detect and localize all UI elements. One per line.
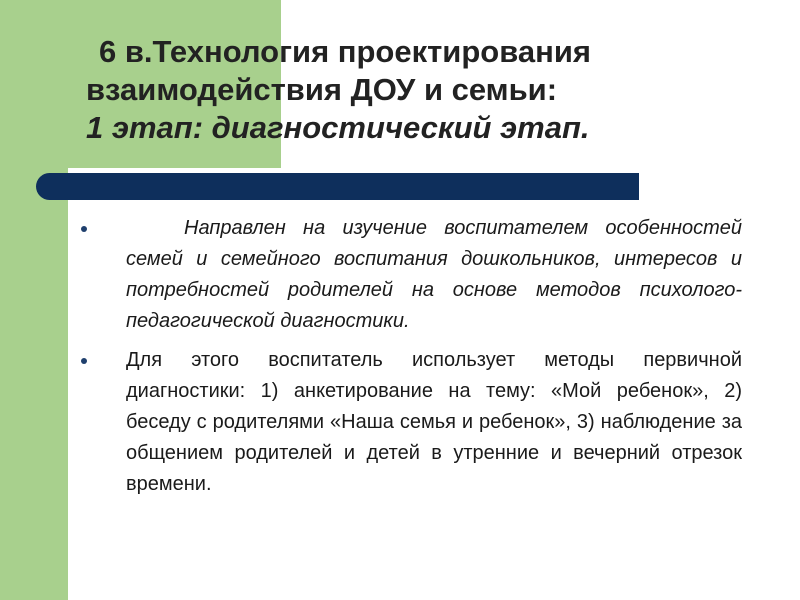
title-subtitle: 1 этап: диагностический этап.	[86, 110, 590, 145]
bullet-text: Для этого воспитатель использует методы первичной диагностики: 1) анкетирование на тему: «Мой ребенок», 2) беседу с родителями «Наша семья и ребенок», 3) наблюдение за общением родителей и детей в утренние и вечерний отрезок времени.	[126, 349, 742, 495]
slide-title	[62, 33, 762, 147]
bullet-dot-icon	[81, 226, 87, 232]
title-divider-bar	[36, 173, 639, 200]
list-item	[78, 213, 742, 337]
title-line-2: взаимодействия ДОУ и семьи:	[86, 72, 558, 107]
bullet-text: Направлен на изучение воспитателем особенностей семей и семейного воспитания дошкольников, интересов и потребностей родителей на основе методов психолого-педагогической диагностики.	[126, 217, 742, 332]
bullet-dot-icon	[81, 358, 87, 364]
title-line-1: 6 в.Технология проектирования	[99, 34, 591, 69]
list-item	[78, 345, 742, 500]
bullet-list	[78, 213, 742, 508]
